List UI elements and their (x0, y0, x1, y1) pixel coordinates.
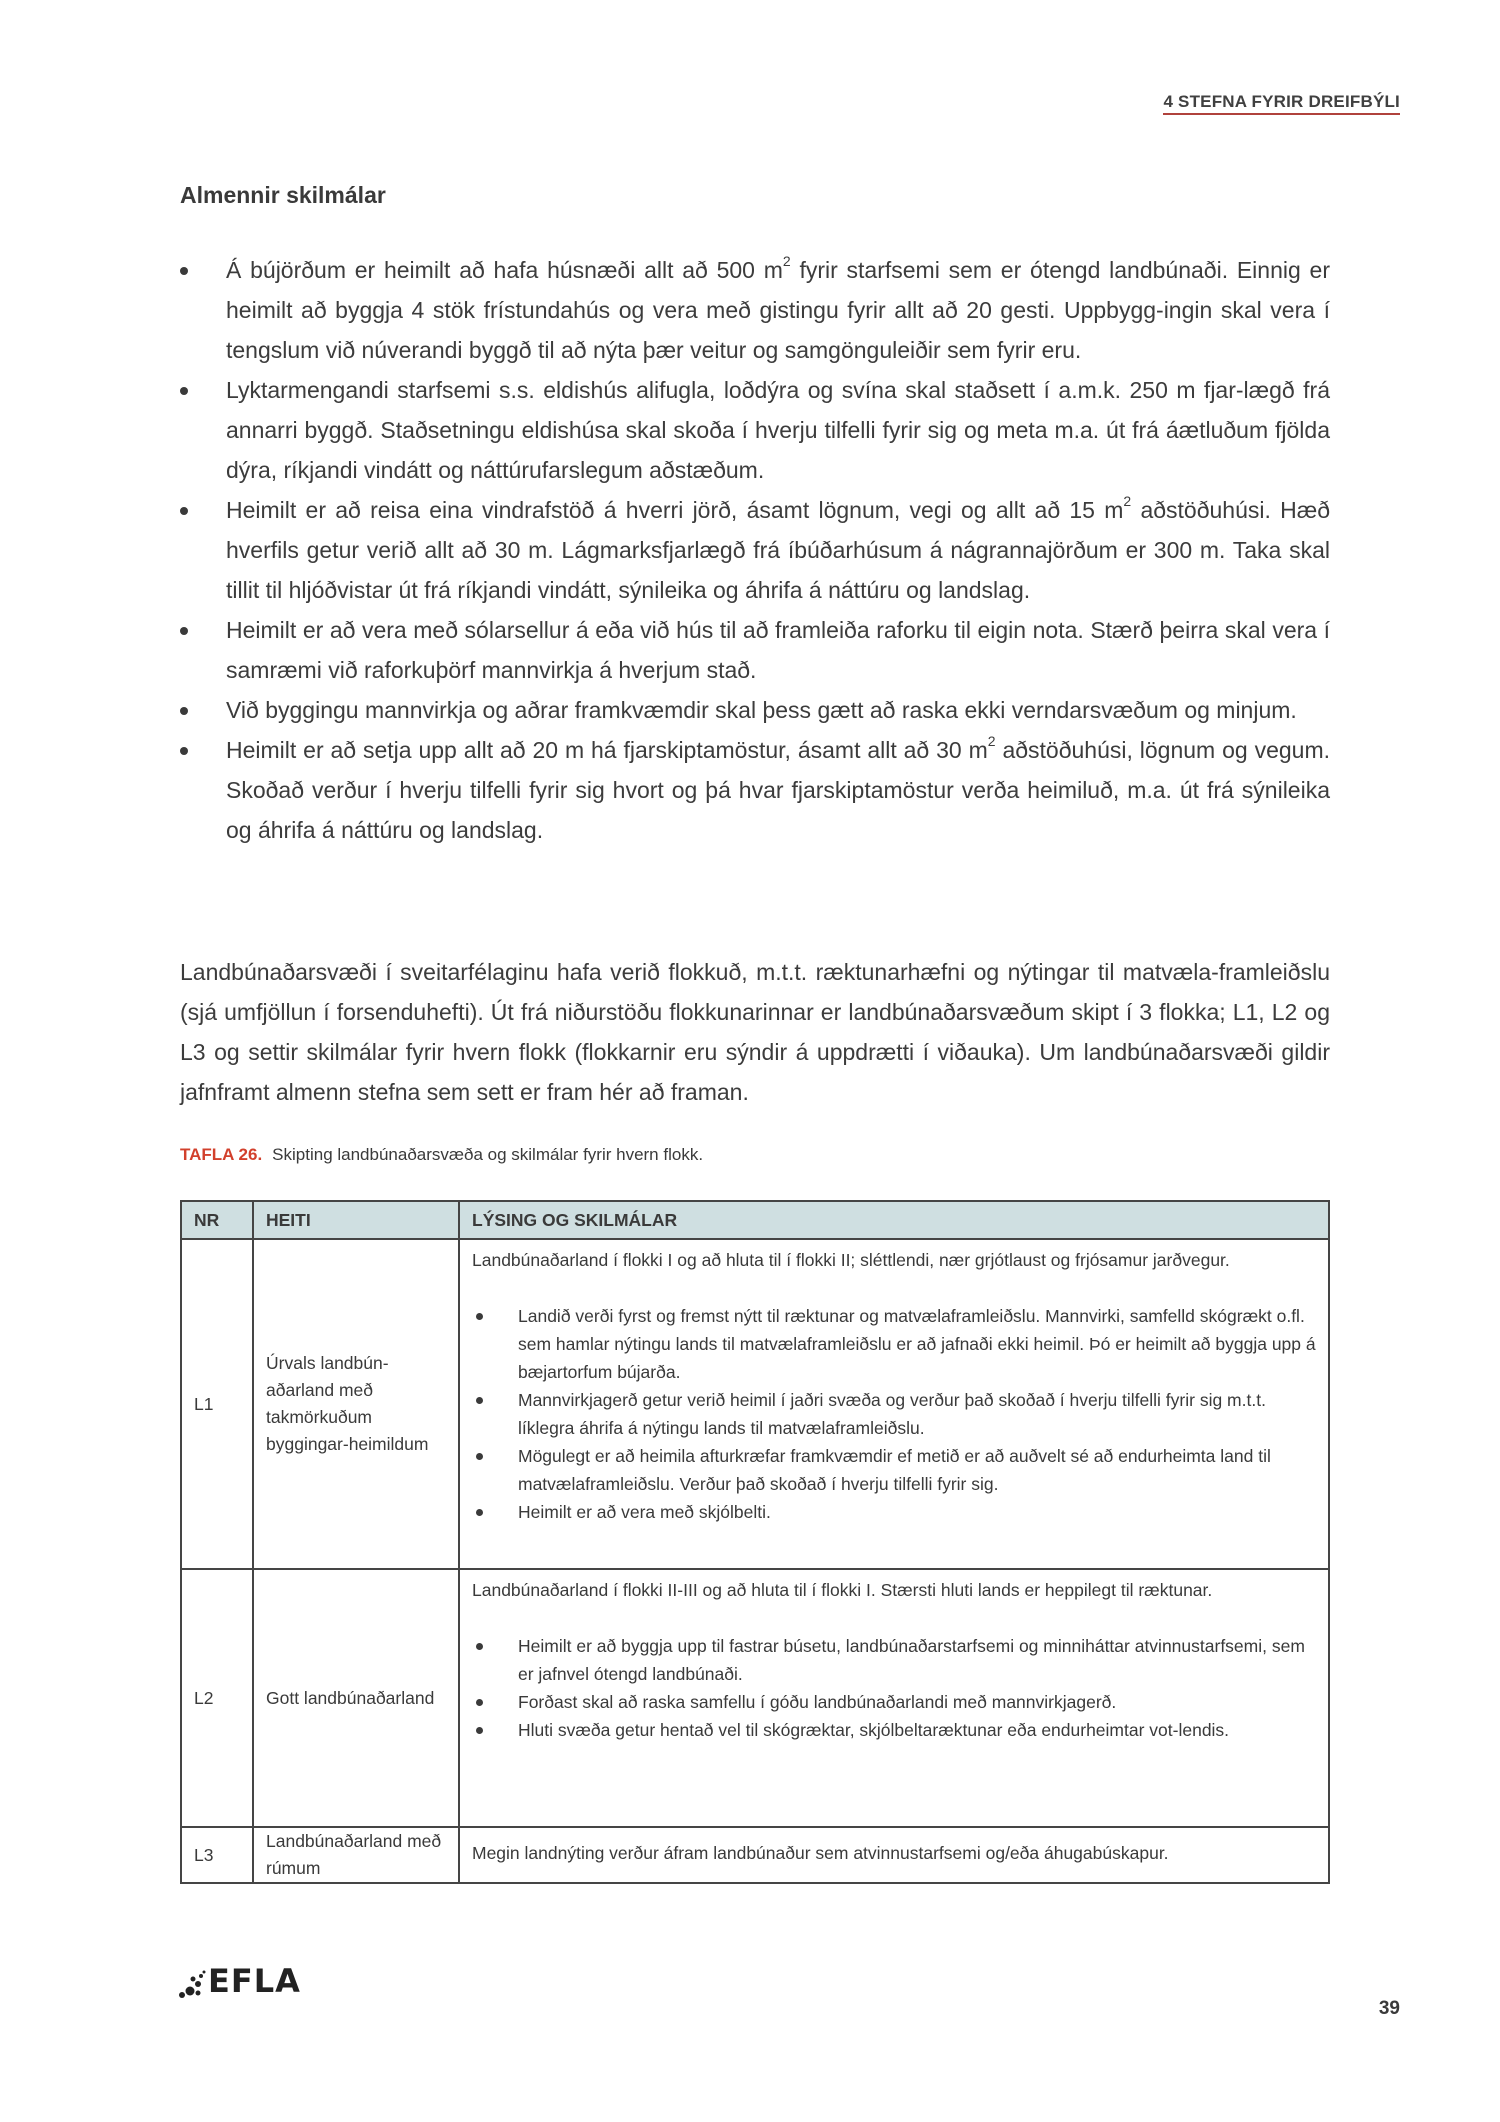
column-header-heiti: HEITI (253, 1201, 459, 1239)
list-item (472, 1716, 1316, 1744)
list-item-text: Á bújörðum er heimilt að hafa húsnæði allt að 500 m (226, 257, 783, 283)
bullet-icon (180, 627, 188, 635)
list-item (180, 690, 1330, 730)
list-item-text: Landið verði fyrst og fremst nýtt til ræktunar og matvælaframleiðslu. Mannvirki, samfelld skógrækt o.fl. sem hamlar nýtingu lands til matvælaframleiðslu er að jafnaði ekki heimil. Þó er heimilt að byggja upp á bæjartorfum bújarða. (518, 1306, 1316, 1382)
list-item (180, 730, 1330, 850)
list-item-text: Mannvirkjagerð getur verið heimil í jaðri svæða og verður það skoðað í hverju tilfelli fyrir sig m.t.t. líklegra áhrifa á nýtingu lands til matvælaframleiðslu. (518, 1390, 1266, 1438)
list-item-text: Heimilt er að byggja upp til fastrar búsetu, landbúnaðarstarfsemi og minniháttar atvinnustarfsemi, sem er jafnvel ótengd landbúnaði. (518, 1636, 1305, 1684)
table-caption-label: TAFLA 26. (180, 1145, 263, 1164)
bullet-icon (180, 747, 188, 755)
list-item-text: Heimilt er að vera með sólarsellur á eða við hús til að framleiða raforku til eigin nota. Stærð þeirra skal vera í samræmi við raforkuþörf mannvirkja á hverjum stað. (226, 617, 1330, 683)
bullet-icon (476, 1453, 483, 1460)
land-classification-table (180, 1200, 1330, 1884)
cell-description (459, 1569, 1329, 1827)
cell-description (459, 1239, 1329, 1569)
table-row (181, 1239, 1329, 1569)
list-item-text: aðstöðuhúsi, lögnum og vegum. Skoðað verður í hverju tilfelli fyrir sig hvort og þá hvar fjarskiptamöstur verða heimiluð, m.a. út frá sýnileika og áhrifa á náttúru og landslag. (226, 737, 1330, 843)
cell-heiti: Úrvals landbún-aðarland með takmörkuðum byggingar-heimildum (253, 1239, 459, 1569)
section-title: Almennir skilmálar (180, 182, 386, 208)
list-item (180, 370, 1330, 490)
list-item-text: Hluti svæða getur hentað vel til skógræktar, skjólbeltaræktunar eða endurheimtar vot-lendis. (518, 1720, 1230, 1740)
column-header-lysing: LÝSING OG SKILMÁLAR (459, 1201, 1329, 1239)
column-header-nr: NR (181, 1201, 253, 1239)
list-item-text: fyrir starfsemi sem er ótengd landbúnaði. Einnig er heimilt að byggja 4 stök frístundahús og vera með gistingu fyrir allt að 20 gesti. Uppbygg-ingin skal vera í tengslum við núverandi byggð til að nýta þær veitur og samgönguleiðir sem fyrir eru. (226, 257, 1330, 363)
list-item (180, 610, 1330, 690)
cell-heiti: Landbúnaðarland með rúmum (253, 1827, 459, 1883)
logo-text: EFLA (208, 1962, 301, 2000)
description-bullets (472, 1302, 1316, 1526)
table-header-row (181, 1201, 1329, 1239)
running-header: 4 STEFNA FYRIR DREIFBÝLI (1163, 92, 1400, 115)
list-item-text: Heimilt er að setja upp allt að 20 m há fjarskiptamöstur, ásamt allt að 30 m (226, 737, 988, 763)
bullet-icon (476, 1643, 483, 1650)
description-intro: Landbúnaðarland í flokki I og að hluta til í flokki II; sléttlendi, nær grjótlaust og frjósamur jarðvegur. (472, 1250, 1230, 1270)
bullet-icon (180, 707, 188, 715)
efla-logo (178, 1962, 301, 2000)
description-intro: Landbúnaðarland í flokki II-III og að hluta til í flokki I. Stærsti hluti lands er heppilegt til ræktunar. (472, 1580, 1213, 1600)
bullet-icon (476, 1699, 483, 1706)
list-item (472, 1302, 1316, 1386)
list-item-text: Heimilt er að reisa eina vindrafstöð á hverri jörð, ásamt lögnum, vegi og allt að 15 m (226, 497, 1124, 523)
list-item-text: Mögulegt er að heimila afturkræfar framkvæmdir ef metið er að auðvelt sé að endurheimta land til matvælaframleiðslu. Verður það skoðað í hverju tilfelli fyrir sig. (518, 1446, 1271, 1494)
bullet-icon (180, 267, 188, 275)
bullet-icon (476, 1727, 483, 1734)
superscript: 2 (987, 733, 996, 750)
table-row (181, 1827, 1329, 1883)
cell-heiti: Gott landbúnaðarland (253, 1569, 459, 1827)
bullet-icon (476, 1509, 483, 1516)
bullet-icon (476, 1313, 483, 1320)
list-item (472, 1498, 1316, 1526)
superscript: 2 (1123, 493, 1132, 510)
cell-nr: L1 (181, 1239, 253, 1569)
list-item (472, 1386, 1316, 1442)
table-row (181, 1569, 1329, 1827)
general-terms-list (180, 250, 1330, 850)
list-item-text: Við byggingu mannvirkja og aðrar framkvæmdir skal þess gætt að raska ekki verndarsvæðum og minjum. (226, 697, 1297, 723)
cell-nr: L3 (181, 1827, 253, 1883)
list-item (180, 250, 1330, 370)
list-item-text: aðstöðuhúsi. Hæð hverfils getur verið allt að 30 m. Lágmarksfjarlægð frá íbúðarhúsum á nágrannajörðum er 300 m. Taka skal tillit til hljóðvistar út frá ríkjandi vindátt, sýnileika og áhrifa á náttúru og landslag. (226, 497, 1330, 603)
list-item-text: Lyktarmengandi starfsemi s.s. eldishús alifugla, loðdýra og svína skal staðsett í a.m.k. 250 m fjar-lægð frá annarri byggð. Staðsetningu eldishúsa skal skoða í hverju tilfelli fyrir sig og meta m.a. út frá áætluðum fjölda dýra, ríkjandi vindátt og náttúrufarslegum aðstæðum. (226, 377, 1330, 483)
bullet-icon (180, 387, 188, 395)
list-item (472, 1632, 1316, 1688)
efla-dots-logo-icon (178, 1970, 208, 2000)
cell-nr: L2 (181, 1569, 253, 1827)
list-item (180, 490, 1330, 610)
list-item-text: Forðast skal að raska samfellu í góðu landbúnaðarlandi með mannvirkjagerð. (518, 1692, 1117, 1712)
superscript: 2 (782, 253, 791, 270)
description-bullets (472, 1632, 1316, 1744)
list-item (472, 1442, 1316, 1498)
table-caption-text: Skipting landbúnaðarsvæða og skilmálar fyrir hvern flokk. (272, 1145, 704, 1164)
list-item (472, 1688, 1316, 1716)
bullet-icon (476, 1397, 483, 1404)
list-item-text: Heimilt er að vera með skjólbelti. (518, 1502, 771, 1522)
page-number: 39 (1378, 1998, 1400, 2019)
cell-description: Megin landnýting verður áfram landbúnaður sem atvinnustarfsemi og/eða áhugabúskapur. (459, 1827, 1329, 1883)
bullet-icon (180, 507, 188, 515)
body-paragraph: Landbúnaðarsvæði í sveitarfélaginu hafa verið flokkuð, m.t.t. ræktunarhæfni og nýtingar til matvæla-framleiðslu (sjá umfjöllun í forsenduhefti). Út frá niðurstöðu flokkunarinnar er landbúnaðarsvæðum skipt í 3 flokka; L1, L2 og L3 og settir skilmálar fyrir hvern flokk (flokkarnir eru sýndir á uppdrætti í viðauka). Um landbúnaðarsvæði gildir jafnframt almenn stefna sem sett er fram hér að framan. (180, 959, 1330, 1105)
table-caption (180, 1145, 703, 1165)
